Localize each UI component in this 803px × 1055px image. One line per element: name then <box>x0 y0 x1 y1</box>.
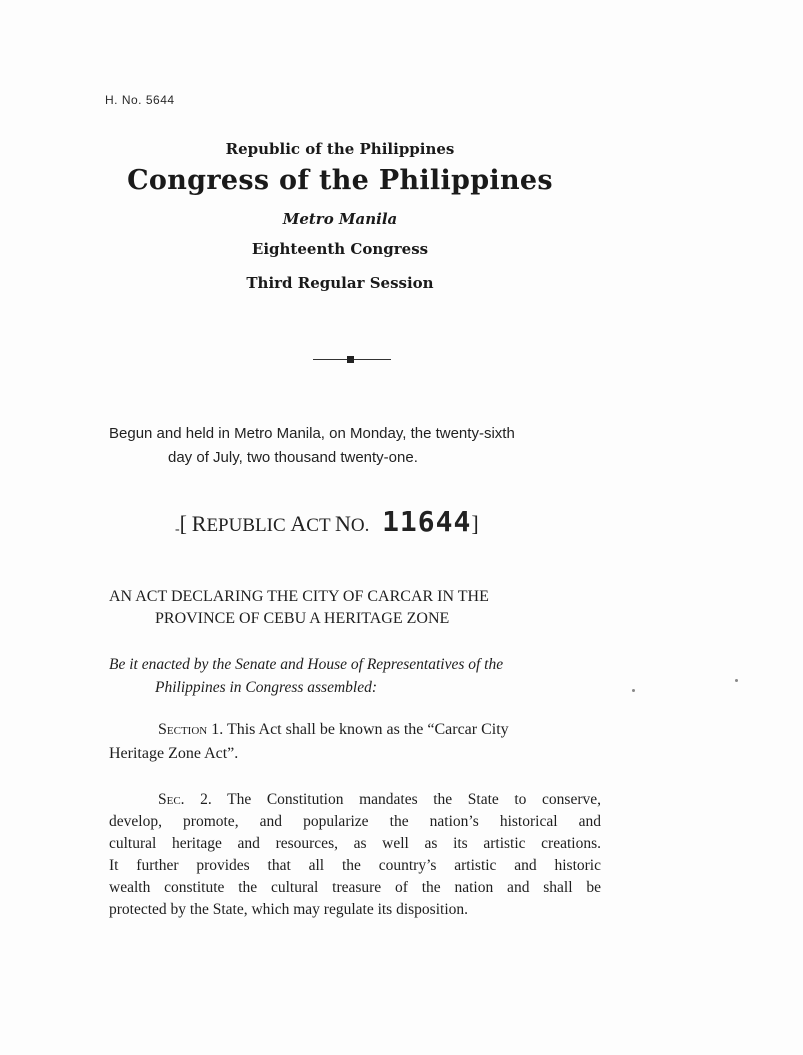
begun-line-1: Begun and held in Metro Manila, on Monday, the twenty-sixth <box>109 425 515 442</box>
republic-act-number <box>175 505 479 538</box>
congress-number-heading: Eighteenth Congress <box>251 240 429 258</box>
act-label-r: R <box>191 511 207 536</box>
enacting-clause-line-2: Philippines in Congress assembled: <box>155 679 378 696</box>
act-label-n: N <box>334 511 351 536</box>
act-label-a: A <box>290 511 307 536</box>
act-title-line-2: PROVINCE OF CEBU A HERITAGE ZONE <box>155 610 450 627</box>
city-heading: Metro Manila <box>282 210 398 228</box>
act-number-value: 11644 <box>382 505 472 538</box>
section-2-text: The Constitution mandates the State to conserve, <box>227 791 601 808</box>
section-2 <box>109 789 601 921</box>
act-close-bracket: ] <box>471 511 479 536</box>
section-2-label: Sec. 2. <box>158 791 212 808</box>
section-2-line-1 <box>109 789 601 811</box>
act-mark: - <box>175 522 180 537</box>
scan-speck <box>632 689 635 692</box>
section-2-line-4: It further provides that all the country’s artistic and historic <box>109 857 601 874</box>
act-title <box>109 586 629 630</box>
act-title-line-1: AN ACT DECLARING THE CITY OF CARCAR IN THE <box>109 588 489 605</box>
republic-heading: Republic of the Philippines <box>225 140 455 158</box>
act-label-ct: CT <box>306 515 331 536</box>
act-label-o: O. <box>350 515 370 536</box>
act-open-bracket: [ <box>179 511 187 536</box>
ornamental-divider <box>313 356 391 364</box>
section-1-line-1 <box>109 718 609 742</box>
section-1-line-2: Heritage Zone Act”. <box>109 745 239 762</box>
section-2-line-2: develop, promote, and popularize the nation’s historical and <box>109 813 601 830</box>
section-1-label: Section 1. <box>158 721 224 738</box>
session-heading: Third Regular Session <box>246 274 434 292</box>
section-2-line-3: cultural heritage and resources, as well as its artistic creations. <box>109 835 601 852</box>
begun-statement <box>109 422 629 470</box>
scan-speck <box>735 679 738 682</box>
congress-heading: Congress of the Philippines <box>127 165 553 196</box>
house-bill-number: H. No. 5644 <box>105 93 175 107</box>
section-1-text: This Act shall be known as the “Carcar City <box>226 721 509 738</box>
divider-square <box>347 356 354 363</box>
enacting-clause-line-1: Be it enacted by the Senate and House of Representatives of the <box>109 656 504 673</box>
enacting-clause <box>109 653 629 699</box>
section-2-line-6: protected by the State, which may regulate its disposition. <box>109 901 469 918</box>
section-1 <box>109 718 609 766</box>
section-2-line-5: wealth constitute the cultural treasure of the nation and shall be <box>109 879 601 896</box>
act-label-epublic: EPUBLIC <box>206 515 286 536</box>
begun-line-2: day of July, two thousand twenty-one. <box>168 449 418 466</box>
